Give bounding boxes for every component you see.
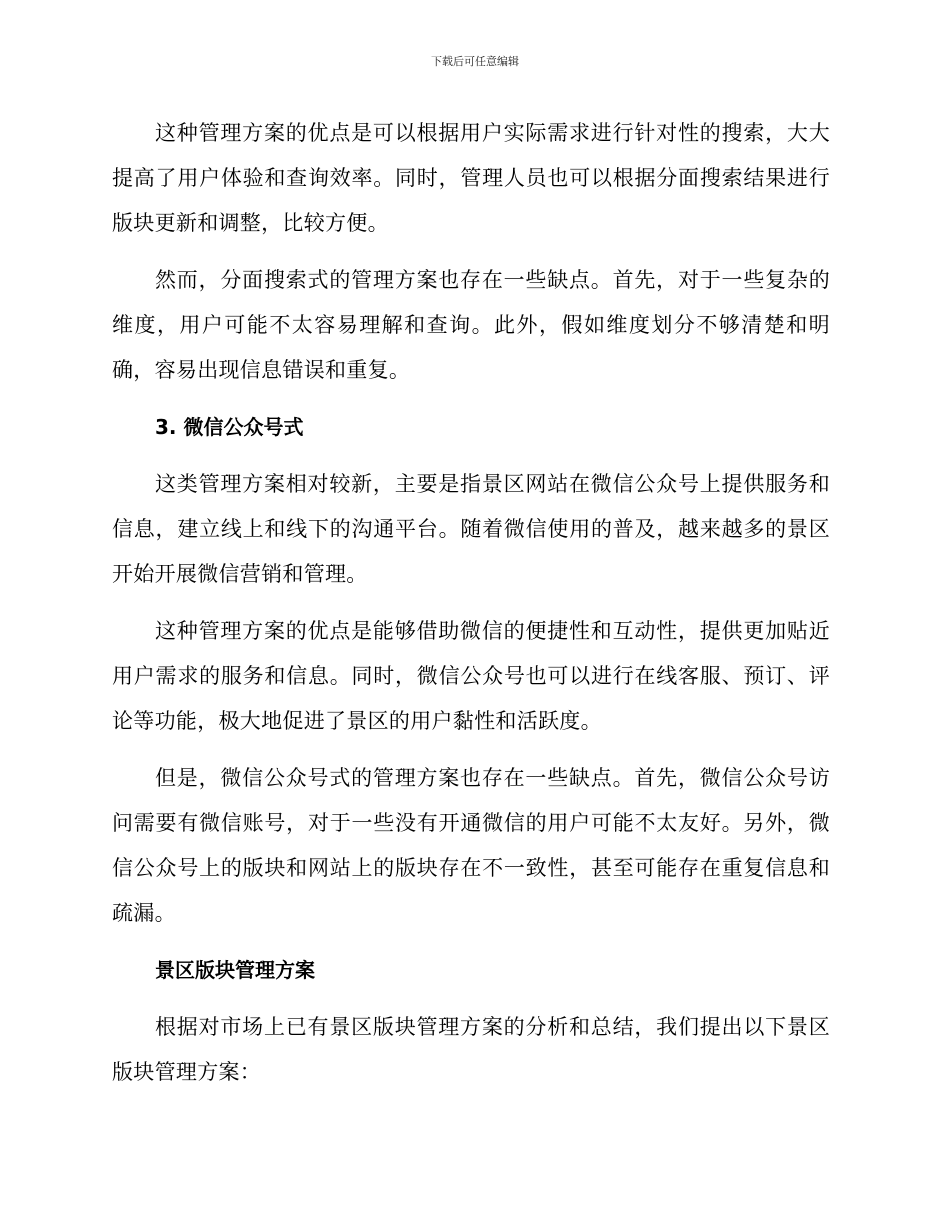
paragraph-faceted-search-disadvantages: 然而，分面搜索式的管理方案也存在一些缺点。首先，对于一些复杂的维度，用户可能不太容易理解和查询。此外，假如维度划分不够清楚和明确，容易出现信息错误和重复。	[112, 268, 830, 382]
paragraph-wechat-intro: 这类管理方案相对较新，主要是指景区网站在微信公众号上提供服务和信息，建立线上和线下的沟通平台。随着微信使用的普及，越来越多的景区开始开展微信营销和管理。	[112, 472, 830, 586]
section-heading-wechat: 3. 微信公众号式	[155, 415, 304, 439]
paragraph-wechat-disadvantages: 但是，微信公众号式的管理方案也存在一些缺点。首先，微信公众号访问需要有微信账号，对于一些没有开通微信的用户可能不太友好。另外，微信公众号上的版块和网站上的版块存在不一致性，甚至可能存在重复信息和疏漏。	[112, 766, 830, 925]
paragraph-plan-intro: 根据对市场上已有景区版块管理方案的分析和总结，我们提出以下景区版块管理方案：	[112, 1015, 830, 1084]
paragraph-faceted-search-advantages: 这种管理方案的优点是可以根据用户实际需求进行针对性的搜索，大大提高了用户体验和查询效率。同时，管理人员也可以根据分面搜索结果进行版块更新和调整，比较方便。	[112, 121, 830, 235]
page-header: 下载后可任意编辑	[431, 55, 519, 68]
paragraph-wechat-advantages: 这种管理方案的优点是能够借助微信的便捷性和互动性，提供更加贴近用户需求的服务和信息。同时，微信公众号也可以进行在线客服、预订、评论等功能，极大地促进了景区的用户黏性和活跃度。	[112, 619, 830, 733]
section-heading-management-plan: 景区版块管理方案	[155, 958, 315, 982]
document-body	[112, 111, 830, 1107]
